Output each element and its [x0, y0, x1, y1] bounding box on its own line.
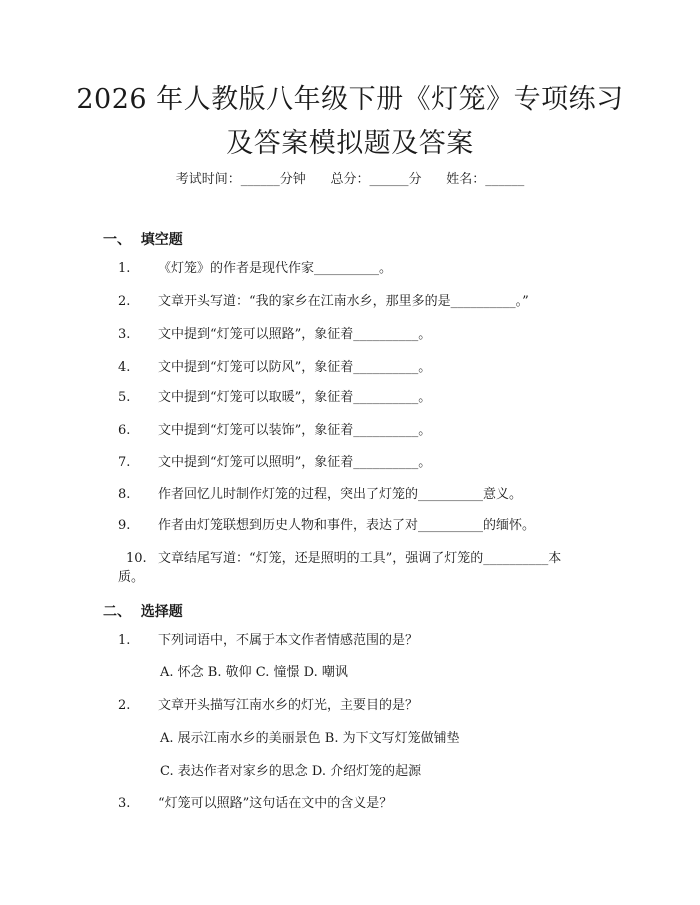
- question-number: 9.: [118, 518, 131, 533]
- question-number: 4.: [118, 360, 131, 375]
- question-text-continuation: 质。: [118, 570, 145, 585]
- choice-question: [118, 696, 598, 716]
- document-title: [40, 78, 660, 166]
- question-text: 作者由灯笼联想到历史人物和事件，表达了对__________的缅怀。: [158, 518, 536, 533]
- question-text: 文中提到“灯笼可以照明”，象征着__________。: [158, 455, 432, 470]
- fill-question: [126, 549, 606, 569]
- question-number: 2.: [118, 698, 131, 713]
- question-text: 文中提到“灯笼可以防风”，象征着__________。: [158, 360, 432, 375]
- question-text: 文章结尾写道：“灯笼，还是照明的工具”，强调了灯笼的__________本: [158, 551, 562, 566]
- question-text: 文中提到“灯笼可以取暖”，象征着__________。: [158, 390, 432, 405]
- title-line-1: 2026 年人教版八年级下册《灯笼》专项练习: [76, 84, 624, 115]
- question-text: 文章开头写道：“我的家乡在江南水乡，那里多的是__________。”: [158, 294, 529, 309]
- question-text: 《灯笼》的作者是现代作家__________。: [158, 261, 393, 276]
- choice-question: [118, 631, 598, 651]
- answer-options: A. 怀念 B. 敬仰 C. 憧憬 D. 嘲讽: [160, 665, 348, 680]
- section-heading-fill-blank: 一、 填空题: [103, 232, 183, 248]
- question-text: 文中提到“灯笼可以照路”，象征着__________。: [158, 327, 432, 342]
- question-number: 7.: [118, 455, 131, 470]
- answer-options: C. 表达作者对家乡的思念 D. 介绍灯笼的起源: [160, 764, 422, 779]
- fill-question: [118, 453, 598, 473]
- title-line-2: 及答案模拟题及答案: [226, 128, 474, 159]
- question-number: 8.: [118, 487, 131, 502]
- choice-question: [118, 794, 598, 814]
- question-number: 3.: [118, 796, 131, 811]
- fill-question: [118, 421, 598, 441]
- section-heading-multiple-choice: 二、 选择题: [103, 604, 183, 620]
- question-text: 下列词语中，不属于本文作者情感范围的是？: [158, 633, 419, 648]
- question-number: 1.: [118, 261, 131, 276]
- fill-question: [118, 388, 598, 408]
- fill-question: [118, 325, 598, 345]
- fill-question: [118, 485, 598, 505]
- question-text: 文中提到“灯笼可以装饰”，象征着__________。: [158, 423, 432, 438]
- question-number: 10.: [126, 551, 147, 566]
- fill-question: [118, 358, 598, 378]
- fill-question: [118, 259, 598, 279]
- fill-question: [118, 516, 598, 536]
- question-text: “灯笼可以照路”这句话在文中的含义是？: [158, 796, 393, 811]
- exam-info-line: 考试时间：______分钟 总分：______分 姓名：______: [175, 172, 525, 187]
- question-text: 文章开头描写江南水乡的灯光，主要目的是？: [158, 698, 419, 713]
- question-number: 1.: [118, 633, 131, 648]
- answer-options: A. 展示江南水乡的美丽景色 B. 为下文写灯笼做铺垫: [160, 731, 460, 746]
- question-number: 6.: [118, 423, 131, 438]
- question-number: 3.: [118, 327, 131, 342]
- question-text: 作者回忆儿时制作灯笼的过程，突出了灯笼的__________意义。: [158, 487, 523, 502]
- question-number: 2.: [118, 294, 131, 309]
- question-number: 5.: [118, 390, 131, 405]
- fill-question: [118, 292, 598, 312]
